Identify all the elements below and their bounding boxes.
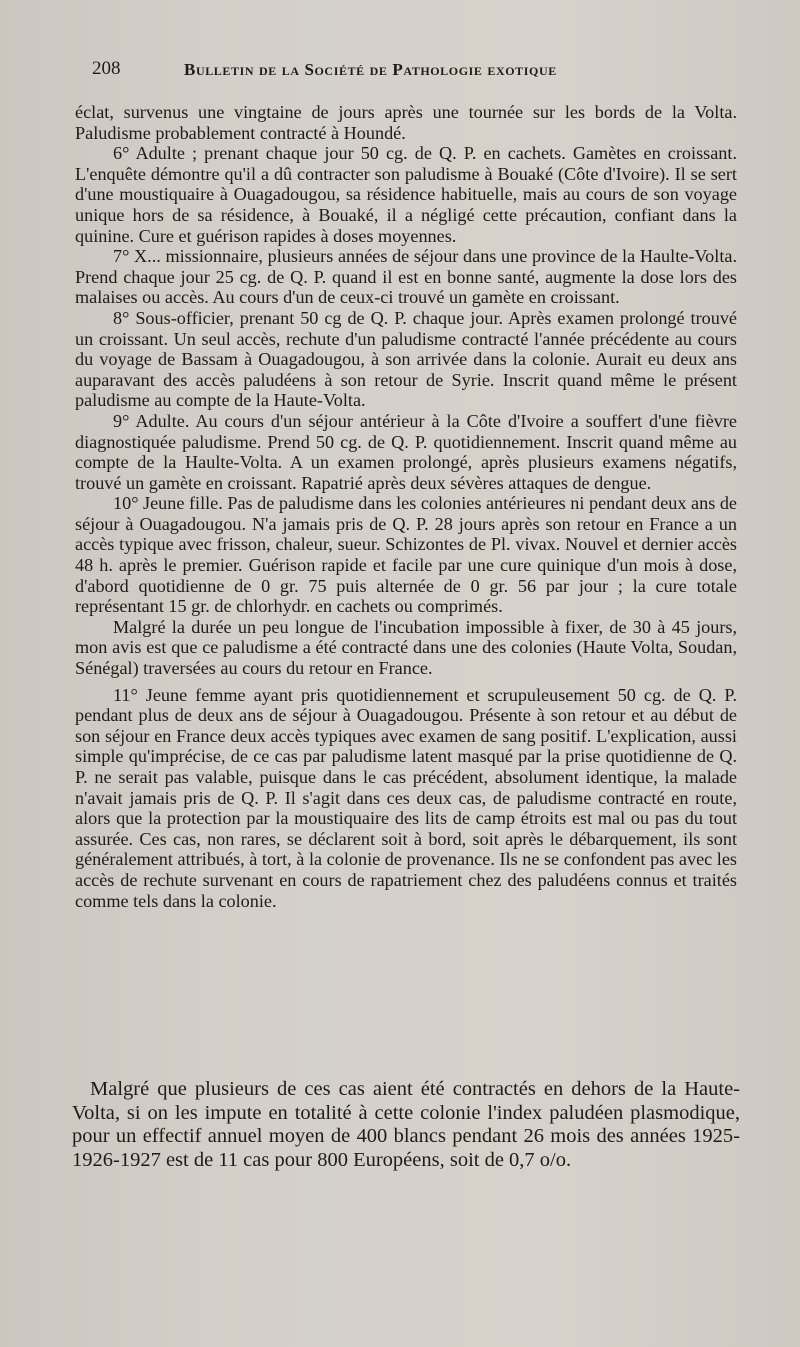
case-reports xyxy=(75,102,737,911)
page-header xyxy=(88,58,748,86)
conclusion-paragraph: Malgré que plusieurs de ces cas aient été contractés en dehors de la Haute-Volta, si on les impute en totalité à cette colonie l'index paludéen plasmodique, pour un effectif annuel moyen de 400 blancs pendant 26 mois des années 1925-1926-1927 est de 11 cas pour 800 Européens, soit de 0,7 o/o. xyxy=(72,1078,740,1171)
case-10-comment: Malgré la durée un peu longue de l'incubation impossible à fixer, de 30 à 45 jours, mon avis est que ce paludisme a été contracté dans une des colonies (Haute Volta, Soudan, Sénégal) traversées au cours du retour en France. xyxy=(75,616,737,679)
case-11: 11° Jeune femme ayant pris quotidiennement et scrupuleusement 50 cg. de Q. P. pendant plus de deux ans de séjour à Ouagadougou. Présente à son retour et au début de son séjour en France deux accès typiques avec examen de sang positif. L'explication, aussi simple qu'imprécise, de ce cas par paludisme latent masqué par la prise quotidienne de Q. P. ne serait pas valable, puisque dans le cas précédent, absolument identique, la malade n'avait jamais pris de Q. P. Il s'agit dans ces deux cas, de paludisme contracté en route, alors que la protection par la moustiquaire des lits de camp étroits est mal ou pas du tout assurée. Ces cas, non rares, se déclarent soit à bord, soit après le débarquement, ils sont généralement attribués, à tort, à la colonie de provenance. Ils ne se confondent pas avec les accès de rechute survenant en cours de rapatriement chez des paludéens connus et traités comme tels dans la colonie. xyxy=(75,684,737,911)
conclusion-block xyxy=(72,1078,740,1172)
case-9: 9° Adulte. Au cours d'un séjour antérieur à la Côte d'Ivoire a souffert d'une fièvre diagnostiquée paludisme. Prend 50 cg. de Q. P. quotidiennement. Inscrit quand même au compte de la Haulte-Volta. A un examen prolongé, après plusieurs examens négatifs, trouvé un gamète en croissant. Rapatrié après deux sévères attaques de dengue. xyxy=(75,410,737,493)
case-6: 6° Adulte ; prenant chaque jour 50 cg. de Q. P. en cachets. Gamètes en croissant. L'enquête démontre qu'il a dû contracter son paludisme à Bouaké (Côte d'Ivoire). Il se sert d'une moustiquaire à Ouagadougou, sa résidence habituelle, mais au cours de son voyage unique hors de sa résidence, à Bouaké, il a négligé cette précaution, confiant dans la quinine. Cure et guérison rapides à doses moyennes. xyxy=(75,143,737,246)
running-title: Bulletin de la Société de Pathologie exotique xyxy=(184,60,557,79)
page-number: 208 xyxy=(92,58,121,79)
case-10: 10° Jeune fille. Pas de paludisme dans les colonies antérieures ni pendant deux ans de séjour à Ouagadougou. N'a jamais pris de Q. P. 28 jours après son retour en France a un accès typique avec frisson, chaleur, sueur. Schizontes de Pl. vivax. Nouvel et dernier accès 48 h. après le premier. Guérison rapide et facile par une cure quinique d'un mois à dose, d'abord quotidienne de 0 gr. 75 puis alternée de 0 gr. 56 par jour ; la cure totale représentant 15 gr. de chlorhydr. en cachets ou comprimés. xyxy=(75,493,737,617)
case-8: 8° Sous-officier, prenant 50 cg de Q. P. chaque jour. Après examen prolongé trouvé un croissant. Un seul accès, rechute d'un paludisme contracté l'année précédente au cours du voyage de Bassam à Ouagadougou, à son arrivée dans la colonie. Aurait eu deux ans auparavant des accès paludéens à son retour de Syrie. Inscrit quand même le présent paludisme au compte de la Haute-Volta. xyxy=(75,307,737,411)
case-7: 7° X... missionnaire, plusieurs années de séjour dans une province de la Haulte-Volta. Prend chaque jour 25 cg. de Q. P. quand il est en bonne santé, augmente la dose lors des malaises ou accès. Au cours d'un de ceux-ci trouvé un gamète en croissant. xyxy=(75,246,737,308)
case-5-continuation: éclat, survenus une vingtaine de jours après une tournée sur les bords de la Volta. Paludisme probablement contracté à Houndé. xyxy=(75,102,737,143)
